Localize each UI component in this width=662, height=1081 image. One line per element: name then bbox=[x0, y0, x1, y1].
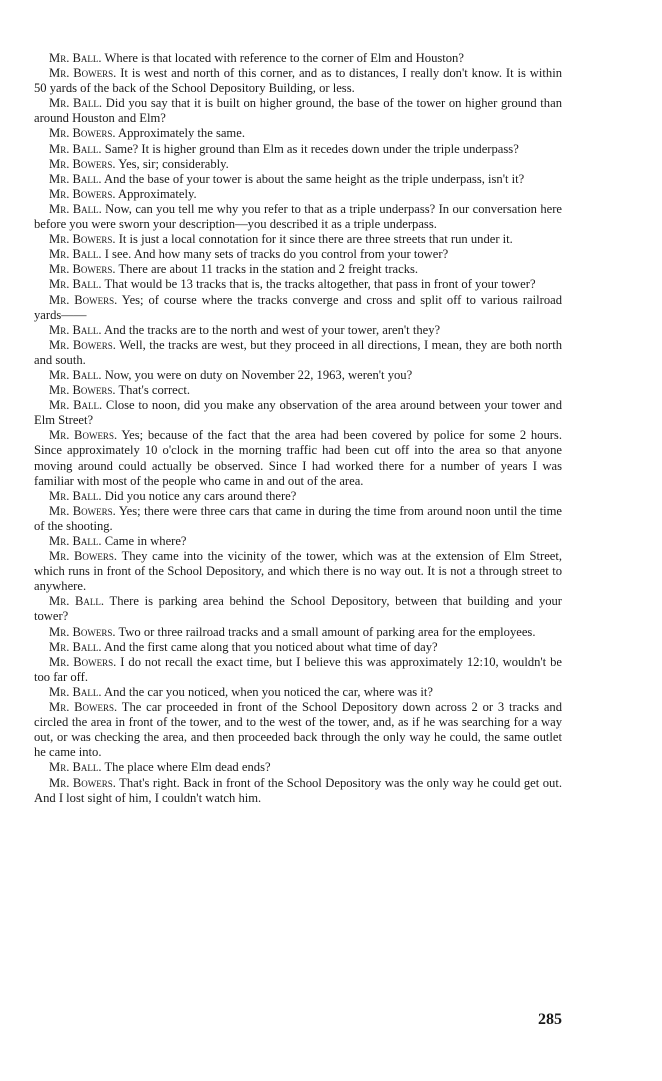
testimony-text: Yes, sir; considerably. bbox=[118, 156, 229, 171]
testimony-paragraph bbox=[34, 640, 562, 655]
testimony-text: Approximately. bbox=[118, 186, 197, 201]
speaker-name: Mr. Bowers. bbox=[49, 654, 117, 669]
testimony-text: Well, the tracks are west, but they proceed in all directions, I mean, they are both north and south. bbox=[34, 337, 563, 367]
speaker-name: Mr. Bowers. bbox=[49, 232, 116, 247]
testimony-text: Approximately the same. bbox=[118, 126, 245, 141]
testimony-paragraph bbox=[34, 428, 562, 488]
speaker-name: Mr. Bowers. bbox=[49, 66, 117, 81]
testimony-text: Yes; because of the fact that the area had been covered by police for some 2 hours. Since approximately 10 o'clock in the morning traffic had been cut off into the area so that anyone moving around could actually be observed. Since I had worked there for a number of years I was familiar with most of the people who came in and out of the area. bbox=[34, 428, 562, 488]
speaker-name: Mr. Bowers. bbox=[49, 624, 116, 639]
testimony-paragraph bbox=[34, 700, 562, 760]
testimony-paragraph bbox=[34, 489, 562, 504]
testimony-paragraph bbox=[34, 398, 562, 428]
testimony-paragraph bbox=[34, 247, 562, 262]
testimony-paragraph bbox=[34, 202, 562, 232]
testimony-text: Did you say that it is built on higher ground, the base of the tower on higher ground than around Houston and Elm? bbox=[34, 96, 562, 126]
speaker-name: Mr. Bowers. bbox=[49, 126, 116, 141]
testimony-paragraph bbox=[34, 323, 562, 338]
testimony-text: Two or three railroad tracks and a small amount of parking area for the employees. bbox=[118, 624, 536, 639]
testimony-paragraph bbox=[34, 157, 562, 172]
speaker-name: Mr. Ball. bbox=[49, 277, 102, 292]
testimony-text: And the car you noticed, when you noticed the car, where was it? bbox=[104, 684, 433, 699]
testimony-text: There is parking area behind the School Depository, between that building and your tower? bbox=[34, 594, 562, 624]
testimony-paragraph bbox=[34, 504, 562, 534]
speaker-name: Mr. Bowers. bbox=[49, 549, 118, 564]
speaker-name: Mr. Ball. bbox=[49, 171, 102, 186]
testimony-paragraph bbox=[34, 549, 562, 594]
speaker-name: Mr. Ball. bbox=[49, 398, 103, 413]
speaker-name: Mr. Bowers. bbox=[49, 292, 118, 307]
testimony-paragraph bbox=[34, 232, 562, 247]
testimony-text: It is just a local connotation for it since there are three streets that run under it. bbox=[118, 232, 513, 247]
speaker-name: Mr. Bowers. bbox=[49, 262, 116, 277]
testimony-paragraph bbox=[34, 172, 562, 187]
testimony-text: Same? It is higher ground than Elm as it recedes down under the triple underpass? bbox=[104, 141, 519, 156]
testimony-text: That would be 13 tracks that is, the tracks altogether, that pass in front of your tower? bbox=[104, 277, 536, 292]
speaker-name: Mr. Ball. bbox=[49, 96, 103, 111]
speaker-name: Mr. Bowers. bbox=[49, 700, 118, 715]
speaker-name: Mr. Ball. bbox=[49, 684, 102, 699]
testimony-text: That's correct. bbox=[118, 383, 190, 398]
speaker-name: Mr. Bowers. bbox=[49, 337, 116, 352]
testimony-paragraph bbox=[34, 655, 562, 685]
testimony-paragraph bbox=[34, 277, 562, 292]
speaker-name: Mr. Ball. bbox=[49, 201, 102, 216]
testimony-text: The car proceeded in front of the School Depository down across 2 or 3 tracks and circled the area in front of the tower, and to the west of the tower, and, as if he was searching for a way out, or was checking the area, and then proceeded back through the only way he could, the same outlet he came into. bbox=[34, 700, 563, 760]
speaker-name: Mr. Ball. bbox=[49, 760, 102, 775]
testimony-text: Yes; there were three cars that came in during the time from around noon until the time of the shooting. bbox=[34, 503, 563, 533]
testimony-paragraph bbox=[34, 51, 562, 66]
speaker-name: Mr. Bowers. bbox=[49, 383, 116, 398]
testimony-paragraph bbox=[34, 96, 562, 126]
testimony-text: I see. And how many sets of tracks do you control from your tower? bbox=[104, 247, 449, 262]
transcript-page bbox=[34, 51, 562, 806]
testimony-paragraph bbox=[34, 262, 562, 277]
testimony-paragraph bbox=[34, 685, 562, 700]
testimony-text: Close to noon, did you make any observation of the area around between your tower and Elm Street? bbox=[34, 398, 562, 428]
testimony-paragraph bbox=[34, 383, 562, 398]
testimony-text: Where is that located with reference to the corner of Elm and Houston? bbox=[104, 51, 464, 65]
testimony-paragraph bbox=[34, 187, 562, 202]
testimony-text: Now, can you tell me why you refer to that as a triple underpass? In our conversation here before you were sworn your description—you described it as a triple underpass. bbox=[34, 201, 562, 232]
testimony-paragraph bbox=[34, 66, 562, 96]
testimony-paragraph bbox=[34, 142, 562, 157]
speaker-name: Mr. Ball. bbox=[49, 367, 102, 382]
testimony-text: It is west and north of this corner, and as to distances, I really don't know. It is within 50 yards of the back of the School Depository Building, or less. bbox=[34, 66, 562, 96]
speaker-name: Mr. Ball. bbox=[49, 247, 102, 262]
testimony-paragraph bbox=[34, 594, 562, 624]
speaker-name: Mr. Ball. bbox=[49, 51, 102, 65]
testimony-text: That's right. Back in front of the School Depository was the only way he could get out. And I lost sight of him, I couldn't watch him. bbox=[34, 775, 562, 805]
testimony-text: The place where Elm dead ends? bbox=[104, 760, 271, 775]
speaker-name: Mr. Ball. bbox=[49, 322, 102, 337]
testimony-text: There are about 11 tracks in the station and 2 freight tracks. bbox=[118, 262, 419, 277]
testimony-text: And the base of your tower is about the same height as the triple underpass, isn't it? bbox=[104, 171, 525, 186]
testimony-paragraph bbox=[34, 338, 562, 368]
speaker-name: Mr. Bowers. bbox=[49, 428, 118, 443]
speaker-name: Mr. Ball. bbox=[49, 141, 102, 156]
testimony-paragraph bbox=[34, 368, 562, 383]
testimony-text: Yes; of course where the tracks converge and cross and split off to various railroad yards—— bbox=[34, 292, 562, 322]
testimony-text: Came in where? bbox=[104, 534, 187, 548]
testimony-text: Now, you were on duty on November 22, 1963, weren't you? bbox=[104, 367, 413, 382]
testimony-paragraph bbox=[34, 760, 562, 775]
testimony-text: I do not recall the exact time, but I believe this was approximately 12:10, wouldn't be too far off. bbox=[34, 654, 563, 684]
testimony-paragraph bbox=[34, 126, 562, 141]
speaker-name: Mr. Bowers. bbox=[49, 775, 116, 790]
testimony-paragraph bbox=[34, 293, 562, 323]
speaker-name: Mr. Ball. bbox=[49, 488, 102, 503]
speaker-name: Mr. Bowers. bbox=[49, 156, 116, 171]
testimony-paragraph bbox=[34, 776, 562, 806]
speaker-name: Mr. Ball. bbox=[49, 534, 102, 548]
speaker-name: Mr. Ball. bbox=[49, 594, 105, 609]
testimony-text: They came into the vicinity of the tower, which was at the extension of Elm Street, which runs in front of the School Depository, and which there is no way out. It is not a through street to anywhere. bbox=[34, 549, 563, 594]
testimony-text: And the first came along that you noticed about what time of day? bbox=[104, 639, 438, 654]
page-number: 285 bbox=[538, 1011, 562, 1028]
testimony-paragraph bbox=[34, 625, 562, 640]
speaker-name: Mr. Bowers. bbox=[49, 503, 116, 518]
speaker-name: Mr. Ball. bbox=[49, 639, 102, 654]
testimony-text: And the tracks are to the north and west of your tower, aren't they? bbox=[104, 322, 441, 337]
speaker-name: Mr. Bowers. bbox=[49, 186, 116, 201]
testimony-paragraph bbox=[34, 534, 562, 549]
testimony-text: Did you notice any cars around there? bbox=[104, 488, 297, 503]
